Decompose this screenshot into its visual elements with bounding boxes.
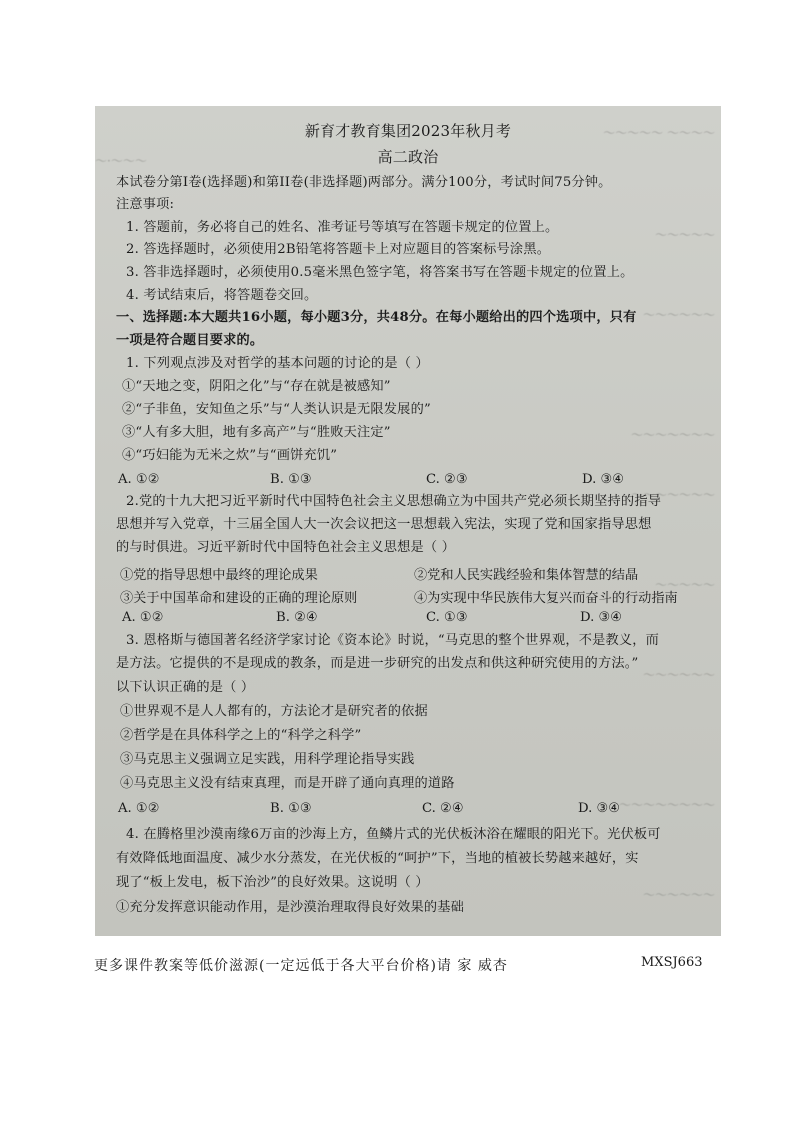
notice-title: 注意事项: — [116, 197, 175, 212]
answer-option: D. ③④ — [580, 610, 623, 625]
question-item: ③关于中国革命和建设的正确的理论原则 — [120, 591, 358, 606]
question-stem: 现了“板上发电，板下治沙”的良好效果。这说明（ ） — [116, 875, 429, 890]
answer-option: B. ②④ — [276, 610, 318, 625]
answer-option: D. ③④ — [582, 472, 625, 487]
notice-item: 2. 答选择题时，必须使用2B铅笔将答题卡上对应题目的答案标号涂黑。 — [126, 242, 551, 257]
question-item: ④为实现中华民族伟大复兴而奋斗的行动指南 — [414, 591, 678, 606]
question-item: ①世界观不是人人都有的，方法论才是研究者的依据 — [120, 704, 428, 719]
question-stem: 1. 下列观点涉及对哲学的基本问题的讨论的是（ ） — [126, 356, 429, 371]
answer-option: A. ①② — [122, 610, 164, 625]
question-stem: 3. 恩格斯与德国著名经济学家讨论《资本论》时说，“马克思的整个世界观，不是教义，而 — [126, 633, 660, 648]
question-item: ①“天地之变，阴阳之化”与“存在就是被感知” — [122, 379, 391, 394]
answer-option: A. ①② — [118, 472, 160, 487]
question-stem: 是方法。它提供的不是现成的教条，而是进一步研究的出发点和供这种研究使用的方法。” — [116, 656, 639, 671]
bleed-through-text: 〜〜〜〜〜〜 — [642, 888, 715, 902]
question-item: ③“人有多大胆，地有多高产”与“胜败天注定” — [122, 425, 391, 440]
answer-option: B. ①③ — [270, 472, 312, 487]
answer-option: C. ①③ — [426, 610, 468, 625]
section-heading: 一、选择题:本大题共16小题，每小题3分，共48分。在每小题给出的四个选项中，只有 — [116, 310, 637, 325]
exam-instructions: 本试卷分第I卷(选择题)和第II卷(非选择题)两部分。满分100分，考试时间75分钟。 — [116, 175, 612, 190]
bleed-through-text: 〜〜〜〜〜〜〜 — [630, 428, 715, 442]
exam-subject: 高二政治 — [377, 148, 439, 166]
question-item: ③马克思主义强调立足实践，用科学理论指导实践 — [120, 752, 415, 767]
bleed-through-text: 〜〜〜〜〜〜 — [642, 668, 715, 682]
question-item: ②“子非鱼，安知鱼之乐”与“人类认识是无限发展的” — [122, 402, 431, 417]
question-stem: 有效降低地面温度、减少水分蒸发，在光伏板的“呵护”下，当地的植被长势越来越好，实 — [116, 851, 639, 866]
bleed-through-text: 〜·〜〜〜 — [95, 154, 147, 168]
answer-option: B. ①③ — [270, 801, 312, 816]
bleed-through-text: 〜〜〜〜〜〜 — [642, 308, 715, 322]
answer-option: C. ②④ — [422, 801, 464, 816]
question-stem: 以下认识正确的是（ ） — [116, 680, 255, 695]
question-item: ④“巧妇能为无米之炊”与“画饼充饥” — [122, 448, 338, 463]
section-heading: 一项是符合题目要求的。 — [116, 333, 264, 348]
bleed-through-text: 〜〜〜〜〜 — [654, 578, 715, 592]
notice-item: 1. 答题前，务必将自己的姓名、准考证号等填写在答题卡规定的位置上。 — [126, 220, 559, 235]
bleed-through-text: 〜〜〜〜〜〜〜 — [630, 488, 715, 502]
question-item: ②哲学是在具体科学之上的“科学之科学” — [120, 728, 362, 743]
bleed-through-text: 〜〜〜〜〜 — [654, 228, 715, 242]
footer-ad-text: 更多课件教案等低价滋源(一定远低于各大平台价格)请 家 威杏 — [94, 958, 508, 974]
question-stem: 4. 在腾格里沙漠南缘6万亩的沙海上方，鱼鳞片式的光伏板沐浴在耀眼的阳光下。光伏板可 — [126, 827, 661, 842]
answer-option: A. ①② — [118, 801, 160, 816]
answer-option: C. ②③ — [426, 472, 468, 487]
bleed-through-text: 〜〜〜〜〜 〜〜〜〜 — [603, 126, 715, 140]
question-item: ④马克思主义没有结束真理，而是开辟了通向真理的道路 — [120, 776, 455, 791]
exam-title: 新育才教育集团2023年秋月考 — [304, 122, 512, 140]
question-stem: 思想并写入党章，十三届全国人大一次会议把这一思想载入宪法，实现了党和国家指导思想 — [116, 517, 652, 532]
question-item: ②党和人民实践经验和集体智慧的结晶 — [414, 568, 639, 583]
question-item: ①充分发挥意识能动作用，是沙漠治理取得良好效果的基础 — [116, 900, 465, 915]
question-item: ①党的指导思想中最终的理论成果 — [120, 568, 318, 583]
question-stem: 2.党的十九大把习近平新时代中国特色社会主义思想确立为中国共产党必须长期坚持的指导 — [126, 494, 662, 509]
question-stem: 的与时俱进。习近平新时代中国特色社会主义思想是（ ） — [116, 540, 456, 555]
footer-code: MXSJ663 — [641, 955, 703, 970]
answer-option: D. ③④ — [578, 801, 621, 816]
bleed-through-text: 〜〜〜〜〜〜〜〜 — [618, 798, 715, 812]
notice-item: 3. 答非选择题时，必须使用0.5毫米黑色签字笔，将答案书写在答题卡规定的位置上。 — [126, 265, 634, 280]
notice-item: 4. 考试结束后，将答题卷交回。 — [126, 288, 318, 303]
